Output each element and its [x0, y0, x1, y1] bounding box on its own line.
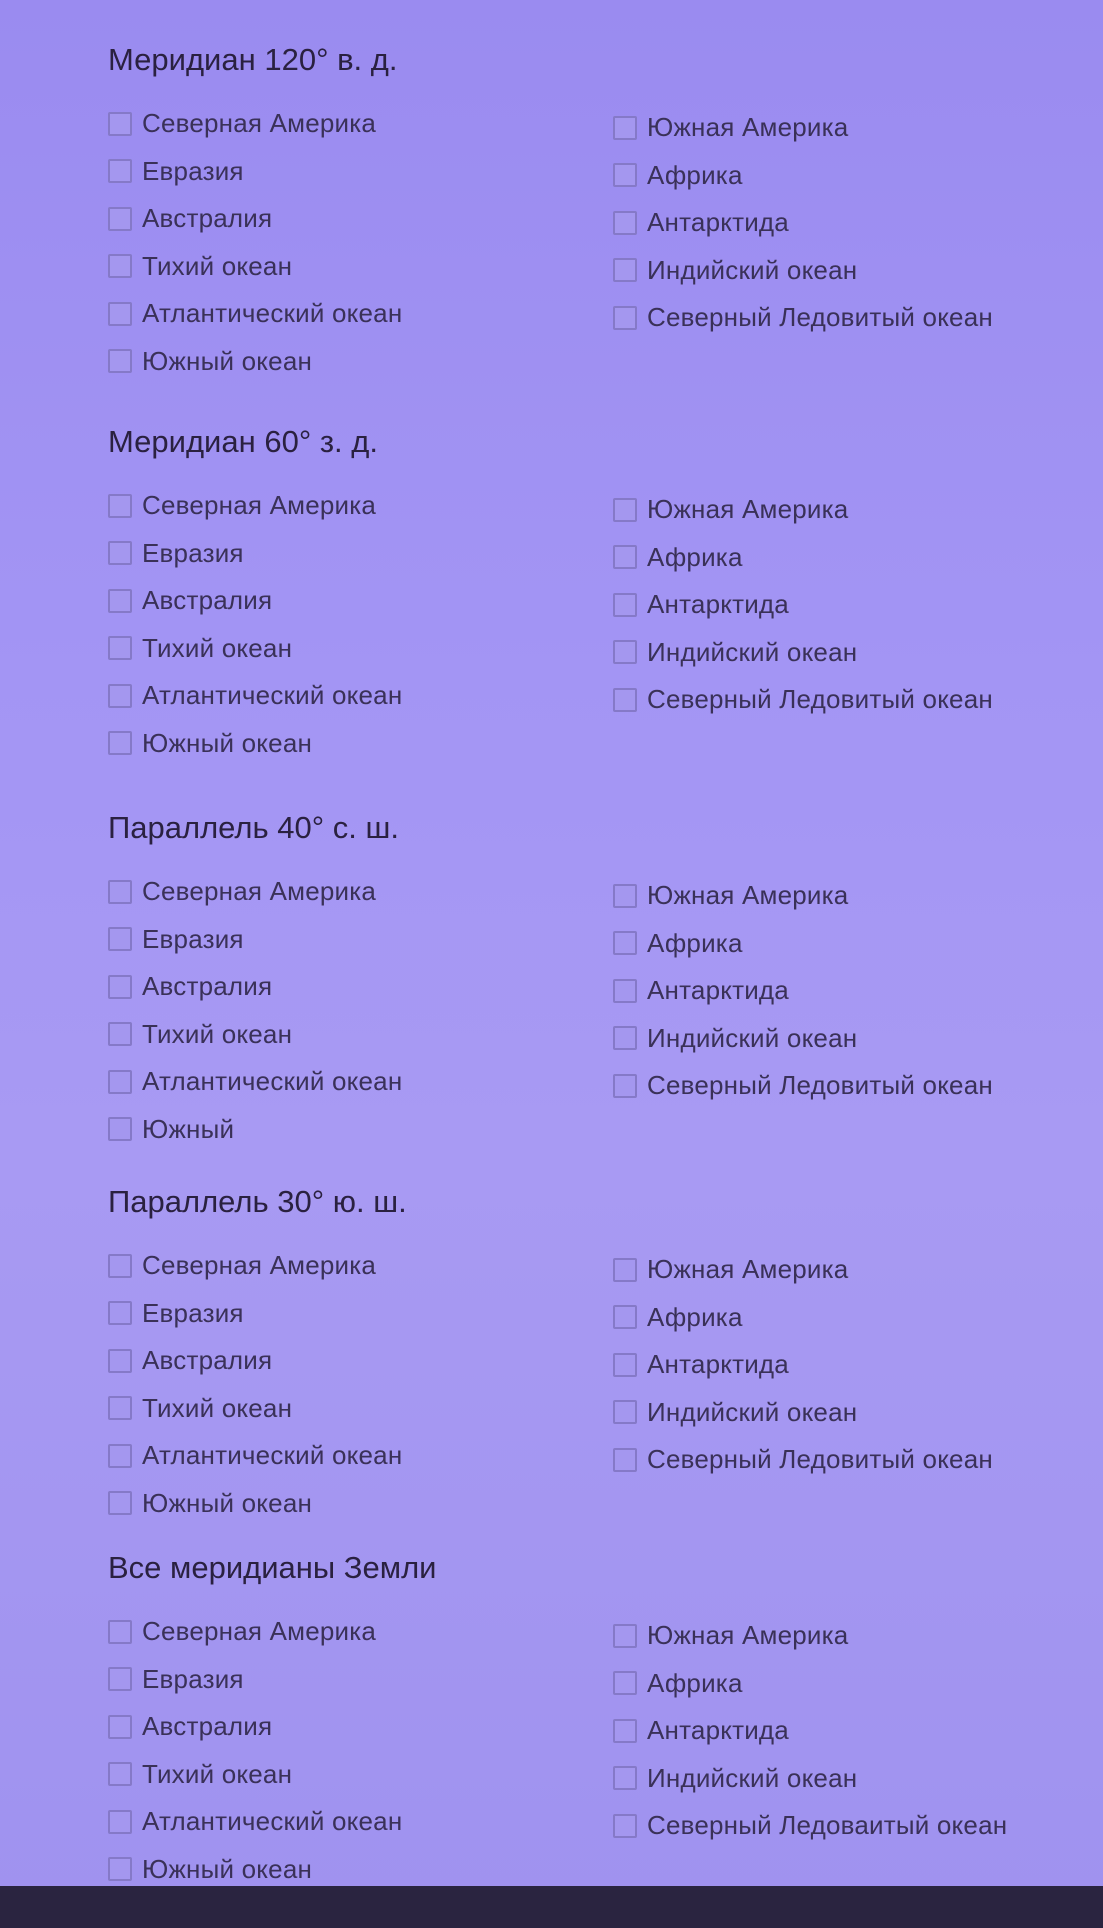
checkbox[interactable] [613, 1448, 637, 1472]
checkbox[interactable] [613, 884, 637, 908]
option-label: Антарктида [647, 1715, 789, 1746]
checkbox[interactable] [108, 207, 132, 231]
option-label: Евразия [142, 1663, 244, 1694]
option-north-america[interactable] [108, 100, 402, 148]
option-label: Индийский океан [647, 1396, 858, 1427]
option-label: Южный океан [142, 1853, 313, 1884]
option-eurasia[interactable] [108, 148, 402, 196]
option-north-america[interactable] [108, 868, 402, 916]
option-south-america[interactable] [613, 1612, 1007, 1660]
option-southern-ocean[interactable] [108, 720, 402, 768]
options-right-column [613, 486, 993, 724]
option-southern-ocean[interactable] [108, 1480, 402, 1528]
section-all-meridians [108, 1546, 1008, 1908]
option-label: Южная Америка [647, 494, 849, 525]
option-antarctica[interactable] [613, 1707, 1007, 1755]
option-label: Северный Ледоваитый океан [647, 1810, 1008, 1841]
section-parallel-30s [108, 1180, 1008, 1542]
option-label: Индийский океан [647, 1762, 858, 1793]
option-arctic-ocean[interactable] [613, 1436, 993, 1484]
option-arctic-ocean[interactable] [613, 676, 993, 724]
checkbox[interactable] [108, 1117, 132, 1141]
option-indian-ocean[interactable] [613, 1015, 993, 1063]
option-label: Антарктида [647, 1349, 789, 1380]
checkbox[interactable] [108, 302, 132, 326]
checkbox[interactable] [108, 112, 132, 136]
option-label: Северный Ледовитый океан [647, 1444, 993, 1475]
checkbox[interactable] [613, 1719, 637, 1743]
checkbox[interactable] [613, 979, 637, 1003]
option-africa[interactable] [613, 1660, 1007, 1708]
checkbox[interactable] [108, 1022, 132, 1046]
section-title: Меридиан 120° в. д. [108, 42, 398, 77]
option-label: Евразия [142, 155, 244, 186]
checkbox[interactable] [108, 1857, 132, 1881]
section-parallel-40n [108, 806, 1008, 1168]
checkbox[interactable] [613, 640, 637, 664]
option-label: Австралия [142, 203, 273, 234]
checkbox[interactable] [613, 258, 637, 282]
checkbox[interactable] [108, 880, 132, 904]
option-indian-ocean[interactable] [613, 1755, 1007, 1803]
option-label: Атлантический океан [142, 680, 403, 711]
checkbox[interactable] [108, 1396, 132, 1420]
option-label: Африка [647, 541, 743, 572]
section-title: Все меридианы Земли [108, 1550, 437, 1585]
option-indian-ocean[interactable] [613, 247, 993, 295]
checkbox[interactable] [108, 494, 132, 518]
checkbox[interactable] [108, 1491, 132, 1515]
checkbox[interactable] [613, 1026, 637, 1050]
option-north-america[interactable] [108, 1608, 402, 1656]
option-pacific-ocean[interactable] [108, 1751, 402, 1799]
option-north-america[interactable] [108, 1242, 402, 1290]
option-south-america[interactable] [613, 486, 993, 534]
checkbox[interactable] [613, 593, 637, 617]
option-pacific-ocean[interactable] [108, 1011, 402, 1059]
option-label: Тихий океан [142, 1018, 293, 1049]
section-title: Параллель 40° с. ш. [108, 810, 399, 845]
section-title: Меридиан 60° з. д. [108, 424, 378, 459]
option-label: Атлантический океан [142, 298, 403, 329]
option-label: Северная Америка [142, 1250, 377, 1281]
checkbox[interactable] [108, 589, 132, 613]
option-label: Евразия [142, 923, 244, 954]
options-columns [108, 868, 1008, 1168]
option-label: Антарктида [647, 589, 789, 620]
checkbox[interactable] [613, 306, 637, 330]
checkbox[interactable] [613, 163, 637, 187]
option-eurasia[interactable] [108, 1290, 402, 1338]
checkbox[interactable] [108, 1810, 132, 1834]
checkbox[interactable] [613, 1766, 637, 1790]
option-label: Австралия [142, 1345, 273, 1376]
option-arctic-ocean[interactable] [613, 294, 993, 342]
option-label: Северный Ледовитый океан [647, 302, 993, 333]
option-label: Южная Америка [647, 1254, 849, 1285]
option-label: Антарктида [647, 207, 789, 238]
checkbox[interactable] [613, 1305, 637, 1329]
option-label: Северный Ледовитый океан [647, 1070, 993, 1101]
option-australia[interactable] [108, 1337, 402, 1385]
options-left-column [108, 1608, 402, 1893]
option-arctic-ocean[interactable] [613, 1062, 993, 1110]
option-atlantic-ocean[interactable] [108, 1058, 402, 1106]
checkbox[interactable] [613, 1258, 637, 1282]
option-label: Индийский океан [647, 1022, 858, 1053]
checkbox[interactable] [108, 1667, 132, 1691]
checkbox[interactable] [613, 1814, 637, 1838]
option-label: Евразия [142, 537, 244, 568]
option-label: Африка [647, 927, 743, 958]
option-label: Южная Америка [647, 112, 849, 143]
option-label: Северный Ледовитый океан [647, 684, 993, 715]
option-south-america[interactable] [613, 872, 993, 920]
options-left-column [108, 868, 402, 1153]
option-indian-ocean[interactable] [613, 629, 993, 677]
checkbox[interactable] [613, 498, 637, 522]
checkbox[interactable] [108, 349, 132, 373]
option-label: Южный океан [142, 727, 313, 758]
checkbox[interactable] [108, 159, 132, 183]
option-indian-ocean[interactable] [613, 1389, 993, 1437]
checkbox[interactable] [108, 927, 132, 951]
checkbox[interactable] [613, 1074, 637, 1098]
option-label: Тихий океан [142, 1758, 293, 1789]
option-label: Южный [142, 1113, 235, 1144]
option-label: Индийский океан [647, 254, 858, 285]
option-africa[interactable] [613, 534, 993, 582]
option-eurasia[interactable] [108, 1656, 402, 1704]
option-label: Индийский океан [647, 636, 858, 667]
options-columns [108, 1608, 1008, 1908]
checkbox[interactable] [108, 1070, 132, 1094]
checkbox[interactable] [108, 1762, 132, 1786]
options-columns [108, 1242, 1008, 1542]
option-southern-ocean[interactable] [108, 1106, 402, 1154]
option-eurasia[interactable] [108, 530, 402, 578]
option-label: Тихий океан [142, 1392, 293, 1423]
option-australia[interactable] [108, 1703, 402, 1751]
option-label: Австралия [142, 585, 273, 616]
option-atlantic-ocean[interactable] [108, 290, 402, 338]
option-north-america[interactable] [108, 482, 402, 530]
option-australia[interactable] [108, 577, 402, 625]
option-south-america[interactable] [613, 104, 993, 152]
section-meridian-60w [108, 420, 1008, 782]
options-left-column [108, 100, 402, 385]
option-pacific-ocean[interactable] [108, 243, 402, 291]
checkbox[interactable] [108, 1715, 132, 1739]
option-eurasia[interactable] [108, 916, 402, 964]
checkbox[interactable] [108, 541, 132, 565]
option-label: Северная Америка [142, 108, 377, 139]
option-australia[interactable] [108, 963, 402, 1011]
option-africa[interactable] [613, 920, 993, 968]
section-meridian-120e [108, 38, 1008, 400]
option-antarctica[interactable] [613, 1341, 993, 1389]
option-africa[interactable] [613, 1294, 993, 1342]
option-label: Южная Америка [647, 880, 849, 911]
options-columns [108, 100, 1008, 400]
option-pacific-ocean[interactable] [108, 625, 402, 673]
option-label: Африка [647, 1301, 743, 1332]
option-label: Южный океан [142, 345, 313, 376]
options-columns [108, 482, 1008, 782]
option-label: Евразия [142, 1297, 244, 1328]
option-label: Южный океан [142, 1487, 313, 1518]
options-right-column [613, 1246, 993, 1484]
option-label: Атлантический океан [142, 1440, 403, 1471]
bottom-bar [0, 1886, 1103, 1928]
checkbox[interactable] [613, 1671, 637, 1695]
option-label: Атлантический океан [142, 1066, 403, 1097]
options-right-column [613, 872, 993, 1110]
option-africa[interactable] [613, 152, 993, 200]
section-title: Параллель 30° ю. ш. [108, 1184, 407, 1219]
option-label: Африка [647, 159, 743, 190]
option-atlantic-ocean[interactable] [108, 1798, 402, 1846]
option-australia[interactable] [108, 195, 402, 243]
checkbox[interactable] [108, 1620, 132, 1644]
option-antarctica[interactable] [613, 199, 993, 247]
checkbox[interactable] [613, 116, 637, 140]
option-label: Северная Америка [142, 876, 377, 907]
checkbox[interactable] [613, 688, 637, 712]
checkbox[interactable] [613, 1624, 637, 1648]
option-label: Австралия [142, 971, 273, 1002]
option-atlantic-ocean[interactable] [108, 672, 402, 720]
options-left-column [108, 1242, 402, 1527]
option-label: Северная Америка [142, 1616, 377, 1647]
option-label: Южная Америка [647, 1620, 849, 1651]
option-label: Атлантический океан [142, 1806, 403, 1837]
option-label: Антарктида [647, 975, 789, 1006]
checkbox[interactable] [108, 636, 132, 660]
checkbox[interactable] [108, 1444, 132, 1468]
options-left-column [108, 482, 402, 767]
option-southern-ocean[interactable] [108, 338, 402, 386]
option-label: Африка [647, 1667, 743, 1698]
option-label: Тихий океан [142, 250, 293, 281]
option-arctic-ocean[interactable] [613, 1802, 1007, 1850]
option-antarctica[interactable] [613, 967, 993, 1015]
option-south-america[interactable] [613, 1246, 993, 1294]
checkbox[interactable] [613, 931, 637, 955]
option-label: Австралия [142, 1711, 273, 1742]
checkbox[interactable] [108, 254, 132, 278]
options-right-column [613, 104, 993, 342]
checkbox[interactable] [108, 975, 132, 999]
options-right-column [613, 1612, 1007, 1850]
option-label: Тихий океан [142, 632, 293, 663]
checkbox[interactable] [108, 1254, 132, 1278]
checkbox[interactable] [108, 1301, 132, 1325]
option-atlantic-ocean[interactable] [108, 1432, 402, 1480]
option-pacific-ocean[interactable] [108, 1385, 402, 1433]
option-antarctica[interactable] [613, 581, 993, 629]
checkbox[interactable] [108, 1349, 132, 1373]
checkbox[interactable] [613, 1400, 637, 1424]
option-label: Северная Америка [142, 490, 377, 521]
checkbox[interactable] [613, 211, 637, 235]
checkbox[interactable] [613, 545, 637, 569]
checkbox[interactable] [613, 1353, 637, 1377]
checkbox[interactable] [108, 684, 132, 708]
checkbox[interactable] [108, 731, 132, 755]
